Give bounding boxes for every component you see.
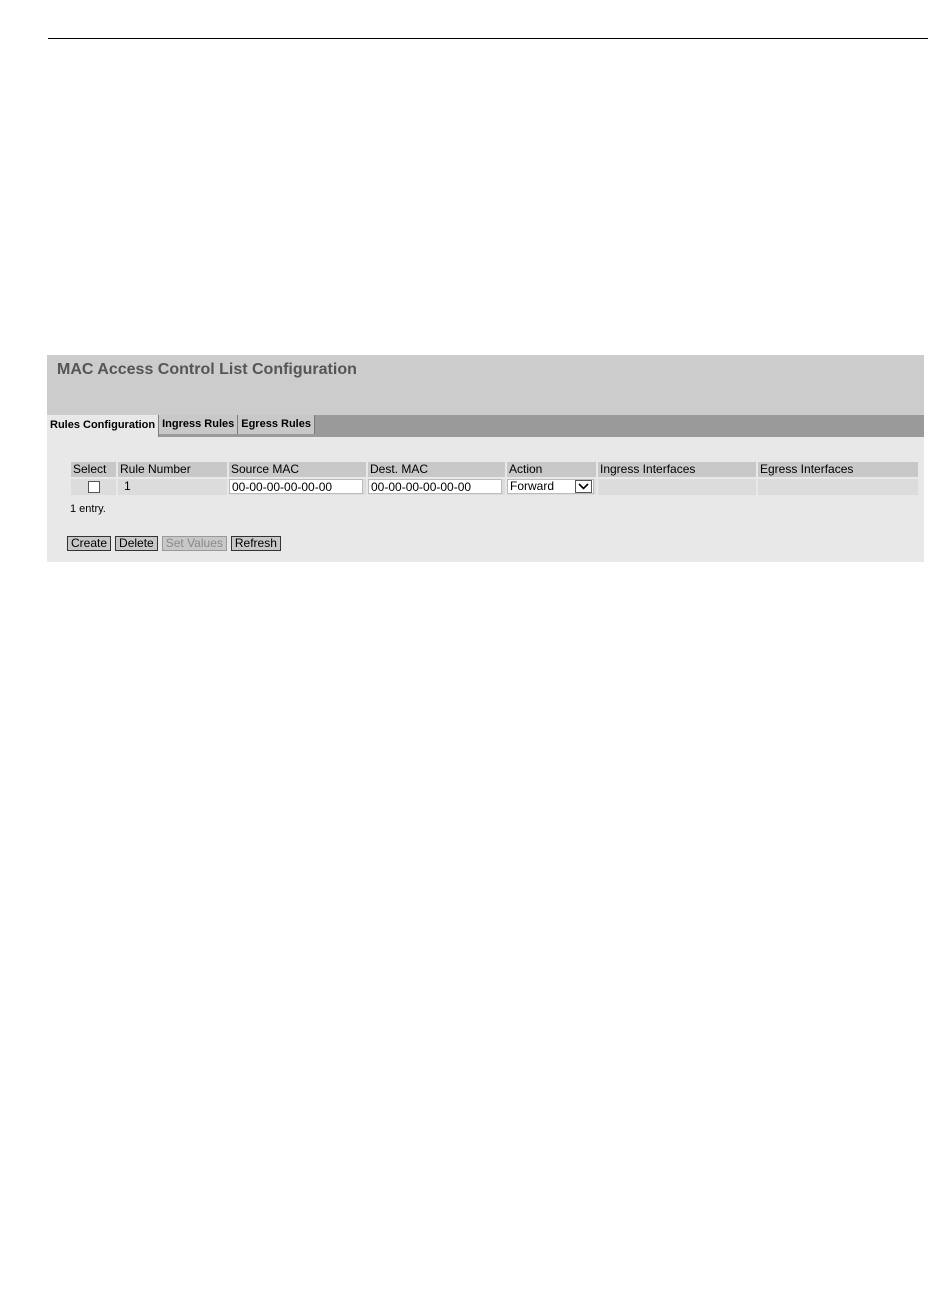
set-values-button: Set Values (162, 536, 227, 551)
entry-count: 1 entry. (70, 503, 106, 515)
table-row (71, 479, 918, 495)
table-header-row (71, 462, 918, 477)
acl-config-panel (47, 355, 924, 562)
header-source-mac: Source MAC (229, 462, 366, 477)
header-ingress-interfaces: Ingress Interfaces (598, 462, 756, 477)
action-select-value: Forward (510, 479, 555, 494)
ingress-interfaces-cell (598, 479, 756, 495)
page-title: MAC Access Control List Configuration (57, 361, 357, 378)
delete-button[interactable]: Delete (115, 536, 158, 551)
panel-header (47, 355, 924, 415)
rules-table (69, 460, 920, 497)
rule-number-cell (118, 479, 227, 495)
action-select[interactable] (507, 479, 594, 494)
egress-interfaces-cell (758, 479, 918, 495)
dest-mac-input[interactable] (368, 479, 502, 494)
select-cell (71, 479, 116, 495)
header-dest-mac: Dest. MAC (368, 462, 505, 477)
create-button[interactable]: Create (67, 536, 111, 551)
source-mac-input[interactable] (229, 479, 363, 494)
tab-bar (47, 415, 924, 437)
header-egress-interfaces: Egress Interfaces (758, 462, 918, 477)
row-select-checkbox[interactable] (88, 481, 100, 493)
header-rule-number: Rule Number (118, 462, 227, 477)
chevron-down-icon[interactable] (575, 480, 592, 493)
tab-ingress-rules[interactable]: Ingress Rules (159, 415, 238, 434)
action-buttons (67, 536, 281, 551)
dest-mac-cell (368, 479, 505, 495)
refresh-button[interactable]: Refresh (231, 536, 281, 551)
header-action: Action (507, 462, 596, 477)
header-select: Select (71, 462, 116, 477)
tab-rules-configuration[interactable]: Rules Configuration (47, 415, 159, 437)
tab-egress-rules[interactable]: Egress Rules (238, 415, 315, 434)
source-mac-cell (229, 479, 366, 495)
top-divider (48, 38, 928, 39)
rule-number-value: 1 (124, 479, 131, 494)
action-cell (507, 479, 596, 495)
